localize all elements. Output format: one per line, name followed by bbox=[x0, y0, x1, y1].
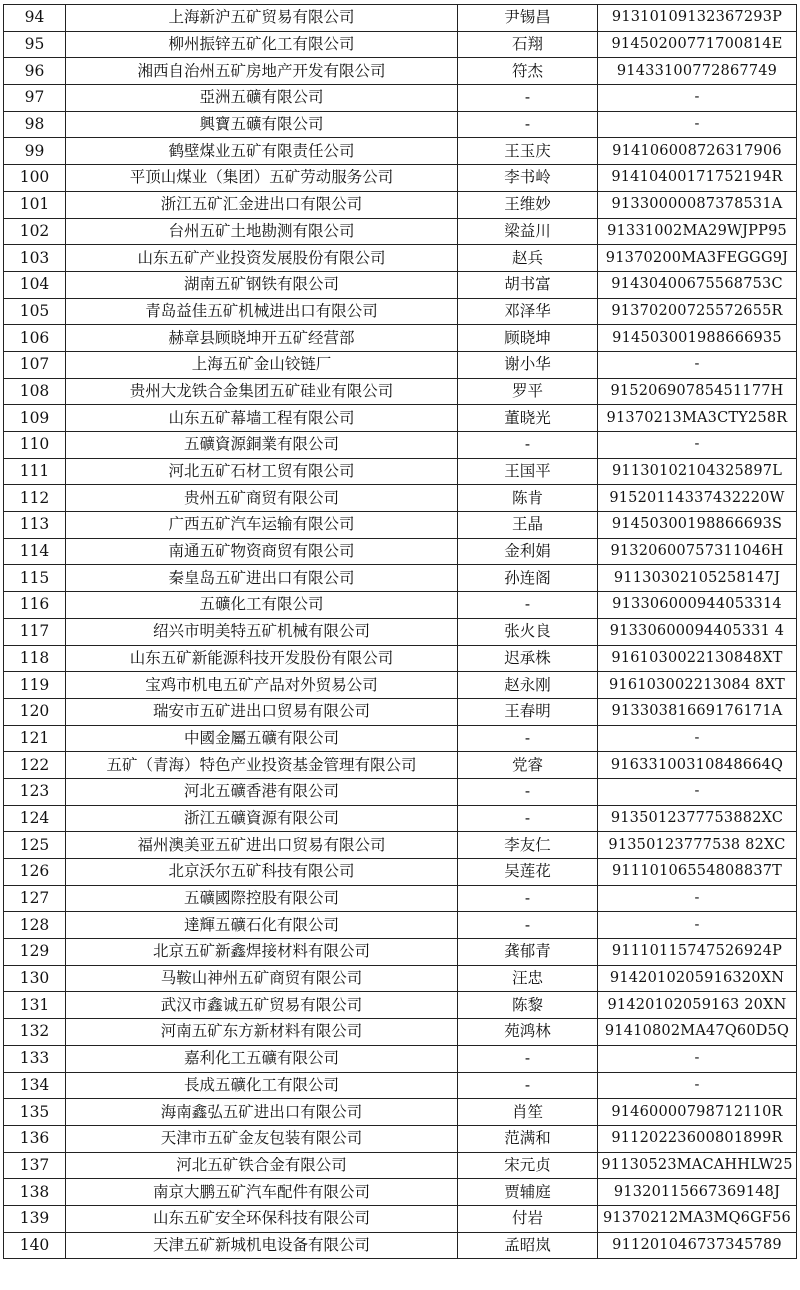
table-row bbox=[4, 245, 797, 272]
company-name: 南京大鹏五矿汽车配件有限公司 bbox=[66, 1179, 458, 1206]
credit-code: 916103002213084 8XT bbox=[598, 672, 797, 699]
credit-code: 91410400171752194R bbox=[598, 165, 797, 192]
table-row bbox=[4, 1072, 797, 1099]
table-row bbox=[4, 1152, 797, 1179]
legal-representative: 迟承株 bbox=[458, 645, 598, 672]
credit-code: 91370213MA3CTY258R bbox=[598, 405, 797, 432]
row-number: 108 bbox=[4, 378, 66, 405]
company-name: 湖南五矿钢铁有限公司 bbox=[66, 271, 458, 298]
credit-code: 91433100772867749 bbox=[598, 58, 797, 85]
row-number: 118 bbox=[4, 645, 66, 672]
legal-representative: - bbox=[458, 912, 598, 939]
legal-representative: 孙连阁 bbox=[458, 565, 598, 592]
table-row bbox=[4, 1045, 797, 1072]
row-number: 94 bbox=[4, 5, 66, 32]
legal-representative: 赵永刚 bbox=[458, 672, 598, 699]
row-number: 95 bbox=[4, 31, 66, 58]
row-number: 98 bbox=[4, 111, 66, 138]
company-name: 中國金屬五礦有限公司 bbox=[66, 725, 458, 752]
row-number: 116 bbox=[4, 592, 66, 619]
credit-code: - bbox=[598, 725, 797, 752]
company-name: 绍兴市明美特五矿机械有限公司 bbox=[66, 618, 458, 645]
legal-representative: 董晓光 bbox=[458, 405, 598, 432]
row-number: 134 bbox=[4, 1072, 66, 1099]
company-name: 長成五礦化工有限公司 bbox=[66, 1072, 458, 1099]
legal-representative: - bbox=[458, 725, 598, 752]
row-number: 122 bbox=[4, 752, 66, 779]
table-row bbox=[4, 1232, 797, 1259]
table-row bbox=[4, 218, 797, 245]
row-number: 107 bbox=[4, 351, 66, 378]
company-name: 武汉市鑫诚五矿贸易有限公司 bbox=[66, 992, 458, 1019]
credit-code: 91320600757311046H bbox=[598, 538, 797, 565]
company-name: 五礦國際控股有限公司 bbox=[66, 885, 458, 912]
company-name: 湘西自治州五矿房地产开发有限公司 bbox=[66, 58, 458, 85]
legal-representative: 王晶 bbox=[458, 512, 598, 539]
table-row bbox=[4, 378, 797, 405]
table-row bbox=[4, 325, 797, 352]
row-number: 120 bbox=[4, 698, 66, 725]
company-name: 河北五矿石材工贸有限公司 bbox=[66, 458, 458, 485]
company-name: 贵州五矿商贸有限公司 bbox=[66, 485, 458, 512]
table-row bbox=[4, 725, 797, 752]
company-name: 秦皇岛五矿进出口有限公司 bbox=[66, 565, 458, 592]
credit-code: 91130102104325897L bbox=[598, 458, 797, 485]
table-row bbox=[4, 965, 797, 992]
company-name: 南通五矿物资商贸有限公司 bbox=[66, 538, 458, 565]
legal-representative: 谢小华 bbox=[458, 351, 598, 378]
legal-representative: - bbox=[458, 85, 598, 112]
row-number: 119 bbox=[4, 672, 66, 699]
table-row bbox=[4, 85, 797, 112]
table-row bbox=[4, 5, 797, 32]
company-name: 广西五矿汽车运输有限公司 bbox=[66, 512, 458, 539]
legal-representative: - bbox=[458, 1045, 598, 1072]
company-name: 亞洲五礦有限公司 bbox=[66, 85, 458, 112]
legal-representative: - bbox=[458, 778, 598, 805]
row-number: 111 bbox=[4, 458, 66, 485]
table-row bbox=[4, 1125, 797, 1152]
legal-representative: 付岩 bbox=[458, 1205, 598, 1232]
credit-code: 91520114337432220W bbox=[598, 485, 797, 512]
company-name: 赫章县顾晓坤开五矿经营部 bbox=[66, 325, 458, 352]
row-number: 103 bbox=[4, 245, 66, 272]
credit-code: - bbox=[598, 1045, 797, 1072]
company-name: 瑞安市五矿进出口贸易有限公司 bbox=[66, 698, 458, 725]
legal-representative: 胡书富 bbox=[458, 271, 598, 298]
row-number: 127 bbox=[4, 885, 66, 912]
table-row bbox=[4, 565, 797, 592]
credit-code: 9161030022130848XT bbox=[598, 645, 797, 672]
legal-representative: 肖笙 bbox=[458, 1099, 598, 1126]
row-number: 125 bbox=[4, 832, 66, 859]
table-row bbox=[4, 298, 797, 325]
row-number: 132 bbox=[4, 1019, 66, 1046]
legal-representative: 陈肯 bbox=[458, 485, 598, 512]
credit-code: 91130523MACAHHLW25 bbox=[598, 1152, 797, 1179]
table-row bbox=[4, 351, 797, 378]
row-number: 138 bbox=[4, 1179, 66, 1206]
credit-code: 91420102059163 20XN bbox=[598, 992, 797, 1019]
table-row bbox=[4, 912, 797, 939]
table-row bbox=[4, 31, 797, 58]
table-body bbox=[4, 5, 797, 1259]
credit-code: - bbox=[598, 912, 797, 939]
credit-code: 91110115747526924P bbox=[598, 939, 797, 966]
row-number: 105 bbox=[4, 298, 66, 325]
credit-code: 914106008726317906 bbox=[598, 138, 797, 165]
credit-code: 91330381669176171A bbox=[598, 698, 797, 725]
credit-code: 914503001988666935 bbox=[598, 325, 797, 352]
table-row bbox=[4, 458, 797, 485]
legal-representative: 张火良 bbox=[458, 618, 598, 645]
table-row bbox=[4, 432, 797, 459]
legal-representative: 金利娟 bbox=[458, 538, 598, 565]
table-row bbox=[4, 939, 797, 966]
company-name: 五矿（青海）特色产业投资基金管理有限公司 bbox=[66, 752, 458, 779]
table-row bbox=[4, 752, 797, 779]
row-number: 130 bbox=[4, 965, 66, 992]
table-row bbox=[4, 672, 797, 699]
row-number: 100 bbox=[4, 165, 66, 192]
row-number: 99 bbox=[4, 138, 66, 165]
company-name: 河北五矿铁合金有限公司 bbox=[66, 1152, 458, 1179]
table-row bbox=[4, 138, 797, 165]
company-name: 嘉利化工五礦有限公司 bbox=[66, 1045, 458, 1072]
company-name: 天津市五矿金友包装有限公司 bbox=[66, 1125, 458, 1152]
credit-code: 91130302105258147J bbox=[598, 565, 797, 592]
credit-code: 91331002MA29WJPP95 bbox=[598, 218, 797, 245]
credit-code: 91520690785451177H bbox=[598, 378, 797, 405]
legal-representative: 尹锡昌 bbox=[458, 5, 598, 32]
row-number: 136 bbox=[4, 1125, 66, 1152]
company-name: 山东五矿新能源科技开发股份有限公司 bbox=[66, 645, 458, 672]
credit-code: - bbox=[598, 111, 797, 138]
company-name: 河南五矿东方新材料有限公司 bbox=[66, 1019, 458, 1046]
credit-code: 913306000944053314 bbox=[598, 592, 797, 619]
table-row bbox=[4, 1205, 797, 1232]
legal-representative: 邓泽华 bbox=[458, 298, 598, 325]
credit-code: 91633100310848664Q bbox=[598, 752, 797, 779]
legal-representative: 李友仁 bbox=[458, 832, 598, 859]
legal-representative: 赵兵 bbox=[458, 245, 598, 272]
company-name: 山东五矿产业投资发展股份有限公司 bbox=[66, 245, 458, 272]
legal-representative: 符杰 bbox=[458, 58, 598, 85]
legal-representative: 王国平 bbox=[458, 458, 598, 485]
company-name: 五礦化工有限公司 bbox=[66, 592, 458, 619]
credit-code: 91450200771700814E bbox=[598, 31, 797, 58]
row-number: 126 bbox=[4, 859, 66, 886]
row-number: 129 bbox=[4, 939, 66, 966]
row-number: 102 bbox=[4, 218, 66, 245]
table-row bbox=[4, 58, 797, 85]
table-row bbox=[4, 885, 797, 912]
table-row bbox=[4, 1179, 797, 1206]
legal-representative: 孟昭岚 bbox=[458, 1232, 598, 1259]
row-number: 110 bbox=[4, 432, 66, 459]
row-number: 133 bbox=[4, 1045, 66, 1072]
company-name: 柳州振锌五矿化工有限公司 bbox=[66, 31, 458, 58]
company-name: 山东五矿幕墙工程有限公司 bbox=[66, 405, 458, 432]
table-row bbox=[4, 1019, 797, 1046]
row-number: 97 bbox=[4, 85, 66, 112]
table-row bbox=[4, 592, 797, 619]
table-row bbox=[4, 191, 797, 218]
table-row bbox=[4, 698, 797, 725]
company-name: 興寶五礦有限公司 bbox=[66, 111, 458, 138]
table-row bbox=[4, 645, 797, 672]
legal-representative: 党睿 bbox=[458, 752, 598, 779]
table-row bbox=[4, 485, 797, 512]
company-name: 上海五矿金山铰链厂 bbox=[66, 351, 458, 378]
company-name: 北京五矿新鑫焊接材料有限公司 bbox=[66, 939, 458, 966]
legal-representative: - bbox=[458, 111, 598, 138]
legal-representative: 罗平 bbox=[458, 378, 598, 405]
table-row bbox=[4, 538, 797, 565]
row-number: 124 bbox=[4, 805, 66, 832]
company-name: 鹤壁煤业五矿有限责任公司 bbox=[66, 138, 458, 165]
company-name: 浙江五矿汇金进出口有限公司 bbox=[66, 191, 458, 218]
credit-code: - bbox=[598, 1072, 797, 1099]
table-row bbox=[4, 618, 797, 645]
legal-representative: 苑鸿林 bbox=[458, 1019, 598, 1046]
table-row bbox=[4, 405, 797, 432]
company-name: 平顶山煤业（集团）五矿劳动服务公司 bbox=[66, 165, 458, 192]
credit-code: 91350123777538 82XC bbox=[598, 832, 797, 859]
credit-code: 91120223600801899R bbox=[598, 1125, 797, 1152]
legal-representative: 宋元贞 bbox=[458, 1152, 598, 1179]
credit-code: 9135012377753882XC bbox=[598, 805, 797, 832]
table-row bbox=[4, 111, 797, 138]
legal-representative: 梁益川 bbox=[458, 218, 598, 245]
legal-representative: - bbox=[458, 592, 598, 619]
legal-representative: - bbox=[458, 432, 598, 459]
legal-representative: - bbox=[458, 885, 598, 912]
legal-representative: 石翔 bbox=[458, 31, 598, 58]
row-number: 115 bbox=[4, 565, 66, 592]
credit-code: 91370200725572655R bbox=[598, 298, 797, 325]
credit-code: 91430400675568753C bbox=[598, 271, 797, 298]
credit-code: 91330600094405331 4 bbox=[598, 618, 797, 645]
row-number: 101 bbox=[4, 191, 66, 218]
company-name: 天津五矿新城机电设备有限公司 bbox=[66, 1232, 458, 1259]
legal-representative: 汪忠 bbox=[458, 965, 598, 992]
credit-code: - bbox=[598, 432, 797, 459]
row-number: 121 bbox=[4, 725, 66, 752]
credit-code: 91110106554808837T bbox=[598, 859, 797, 886]
credit-code: - bbox=[598, 885, 797, 912]
credit-code: 911201046737345789 bbox=[598, 1232, 797, 1259]
company-name: 山东五矿安全环保科技有限公司 bbox=[66, 1205, 458, 1232]
row-number: 109 bbox=[4, 405, 66, 432]
row-number: 112 bbox=[4, 485, 66, 512]
company-registry-table bbox=[3, 4, 797, 1259]
row-number: 123 bbox=[4, 778, 66, 805]
legal-representative: 李书岭 bbox=[458, 165, 598, 192]
credit-code: 9142010205916320XN bbox=[598, 965, 797, 992]
company-name: 福州澳美亚五矿进出口贸易有限公司 bbox=[66, 832, 458, 859]
legal-representative: 龚郁青 bbox=[458, 939, 598, 966]
legal-representative: 王春明 bbox=[458, 698, 598, 725]
company-name: 青岛益佳五矿机械进出口有限公司 bbox=[66, 298, 458, 325]
row-number: 117 bbox=[4, 618, 66, 645]
legal-representative: - bbox=[458, 805, 598, 832]
credit-code: - bbox=[598, 778, 797, 805]
credit-code: 91460000798712110R bbox=[598, 1099, 797, 1126]
legal-representative: 王玉庆 bbox=[458, 138, 598, 165]
table-row bbox=[4, 832, 797, 859]
company-name: 浙江五礦資源有限公司 bbox=[66, 805, 458, 832]
row-number: 135 bbox=[4, 1099, 66, 1126]
company-name: 五礦資源銅業有限公司 bbox=[66, 432, 458, 459]
credit-code: 91450300198866693S bbox=[598, 512, 797, 539]
credit-code: 91330000087378531A bbox=[598, 191, 797, 218]
legal-representative: 王维妙 bbox=[458, 191, 598, 218]
table-row bbox=[4, 805, 797, 832]
row-number: 137 bbox=[4, 1152, 66, 1179]
company-name: 上海新沪五矿贸易有限公司 bbox=[66, 5, 458, 32]
table-row bbox=[4, 992, 797, 1019]
credit-code: 91370200MA3FEGGG9J bbox=[598, 245, 797, 272]
row-number: 96 bbox=[4, 58, 66, 85]
company-name: 台州五矿土地勘测有限公司 bbox=[66, 218, 458, 245]
row-number: 113 bbox=[4, 512, 66, 539]
credit-code: 91310109132367293P bbox=[598, 5, 797, 32]
company-name: 河北五礦香港有限公司 bbox=[66, 778, 458, 805]
row-number: 114 bbox=[4, 538, 66, 565]
table-row bbox=[4, 859, 797, 886]
company-name: 海南鑫弘五矿进出口有限公司 bbox=[66, 1099, 458, 1126]
legal-representative: 贾辅庭 bbox=[458, 1179, 598, 1206]
company-name: 北京沃尔五矿科技有限公司 bbox=[66, 859, 458, 886]
legal-representative: 范满和 bbox=[458, 1125, 598, 1152]
table-row bbox=[4, 778, 797, 805]
credit-code: 91370212MA3MQ6GF56 bbox=[598, 1205, 797, 1232]
credit-code: - bbox=[598, 351, 797, 378]
legal-representative: 吴莲花 bbox=[458, 859, 598, 886]
row-number: 128 bbox=[4, 912, 66, 939]
company-name: 達輝五礦石化有限公司 bbox=[66, 912, 458, 939]
row-number: 139 bbox=[4, 1205, 66, 1232]
row-number: 131 bbox=[4, 992, 66, 1019]
credit-code: 91410802MA47Q60D5Q bbox=[598, 1019, 797, 1046]
table-row bbox=[4, 165, 797, 192]
company-name: 马鞍山神州五矿商贸有限公司 bbox=[66, 965, 458, 992]
table-row bbox=[4, 1099, 797, 1126]
legal-representative: 顾晓坤 bbox=[458, 325, 598, 352]
credit-code: 91320115667369148J bbox=[598, 1179, 797, 1206]
legal-representative: - bbox=[458, 1072, 598, 1099]
company-name: 宝鸡市机电五矿产品对外贸易公司 bbox=[66, 672, 458, 699]
row-number: 106 bbox=[4, 325, 66, 352]
company-name: 贵州大龙铁合金集团五矿硅业有限公司 bbox=[66, 378, 458, 405]
table-row bbox=[4, 512, 797, 539]
credit-code: - bbox=[598, 85, 797, 112]
table-row bbox=[4, 271, 797, 298]
row-number: 104 bbox=[4, 271, 66, 298]
legal-representative: 陈黎 bbox=[458, 992, 598, 1019]
row-number: 140 bbox=[4, 1232, 66, 1259]
